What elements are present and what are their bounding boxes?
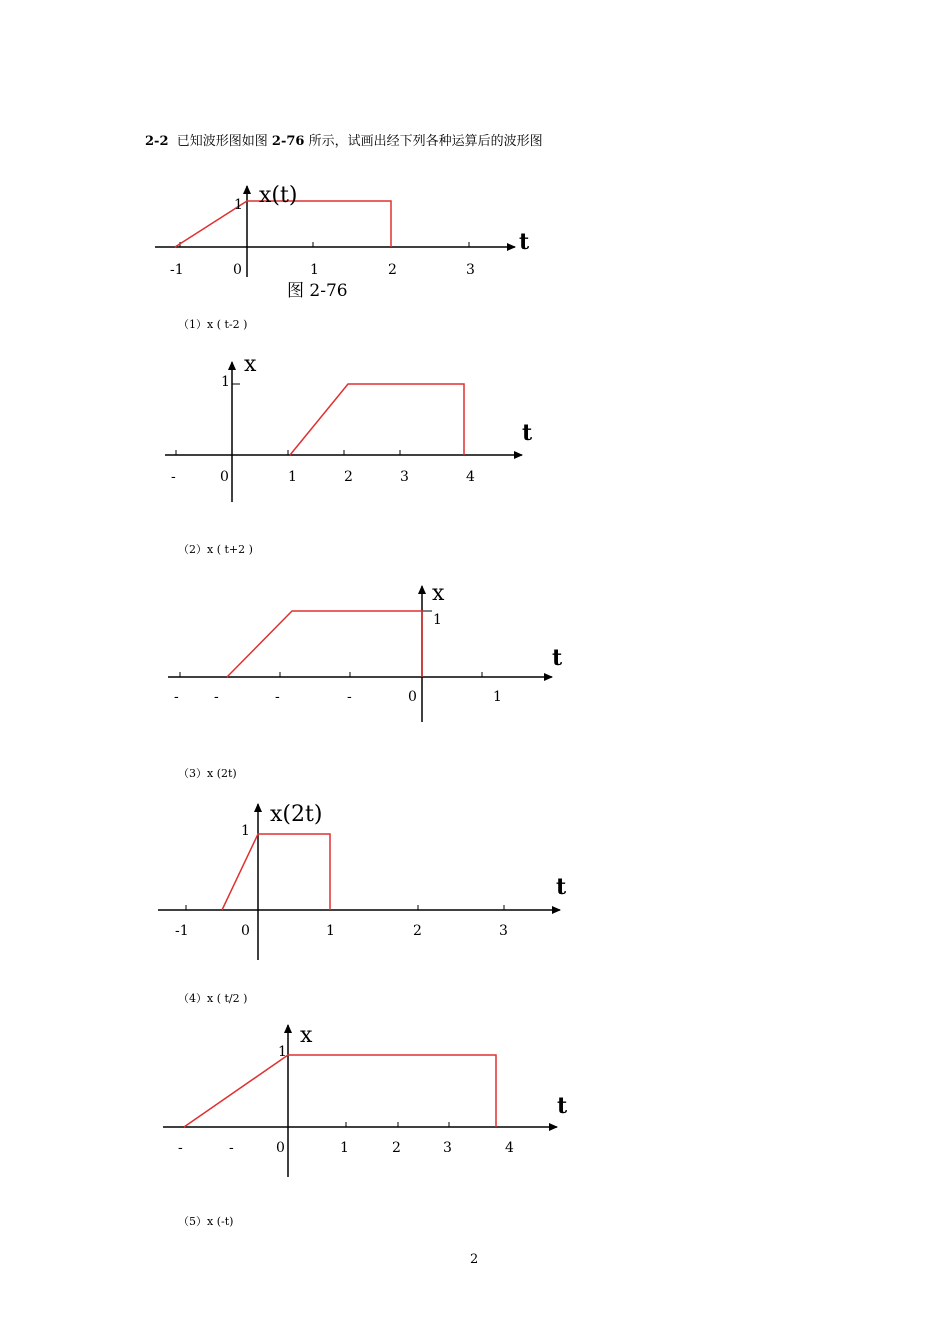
tick-label: - [347,689,352,705]
tick-label: 3 [499,923,508,939]
tick-label: 0 [220,469,229,485]
tick-label: 1 [326,923,335,939]
waveform [184,1055,496,1127]
tick-label: - [275,689,280,705]
t-axis-label: t [522,420,533,446]
tick-label: 0 [408,689,417,705]
waveform [290,384,464,455]
problem-number: 2-2 [145,134,169,149]
part-4-label: （4）x ( t/2 ) [178,992,248,1005]
tick-label: 2 [388,262,397,278]
tick-label: 1 [493,689,502,705]
tick-label: 4 [505,1140,514,1156]
y-tick-label: 1 [234,197,243,213]
tick-label: - [174,689,179,705]
tick-label: 0 [241,923,250,939]
y-axis-label: x [244,352,257,377]
y-axis-label: x [300,1023,313,1048]
t-axis-label: t [552,645,563,671]
tick-label: - [178,1140,183,1156]
plot-part-1 [165,352,533,502]
t-axis-label: t [557,1093,568,1119]
tick-label: 3 [400,469,409,485]
part-3-label: （3）x (2t) [178,767,237,780]
tick-label: 0 [233,262,242,278]
tick-label: -1 [175,923,189,939]
tick-label: 3 [466,262,475,278]
tick-label: 3 [443,1140,452,1156]
t-axis-label: t [519,229,530,255]
y-axis-label: x [432,581,445,606]
y-tick-label: 1 [433,612,442,628]
part-2-label: （2）x ( t+2 ) [178,543,253,556]
tick-label: - [171,469,176,485]
tick-label: 2 [344,469,353,485]
figure-caption: 图 2-76 [287,281,348,301]
plot-part-3 [158,802,567,960]
figure-2-76 [155,183,530,301]
tick-label: - [214,689,219,705]
y-tick-label: 1 [221,374,230,390]
tick-label: 1 [310,262,319,278]
waveform [222,834,330,910]
tick-label: 4 [466,469,475,485]
tick-label: 1 [288,469,297,485]
tick-label: 2 [392,1140,401,1156]
figure-reference: 2-76 [271,134,305,149]
y-axis-label: x(2t) [270,802,323,827]
tick-label: 1 [340,1140,349,1156]
y-tick-label: 1 [278,1044,287,1060]
y-tick-label: 1 [241,823,250,839]
plot-part-2 [168,581,563,722]
plot-part-4 [163,1023,568,1177]
tick-label: 2 [413,923,422,939]
tick-label: - [229,1140,234,1156]
problem-text-before: 已知波形图如图 [176,134,268,149]
tick-label: 0 [276,1140,285,1156]
y-axis-label: x(t) [259,183,298,208]
part-5-label: （5）x (-t) [178,1215,234,1228]
problem-text-after: 所示，试画出经下列各种运算后的波形图 [308,134,543,149]
tick-label: -1 [170,262,184,278]
page-number: 2 [470,1252,479,1267]
t-axis-label: t [556,874,567,900]
part-1-label: （1）x ( t-2 ) [178,318,248,331]
waveform [227,611,422,677]
